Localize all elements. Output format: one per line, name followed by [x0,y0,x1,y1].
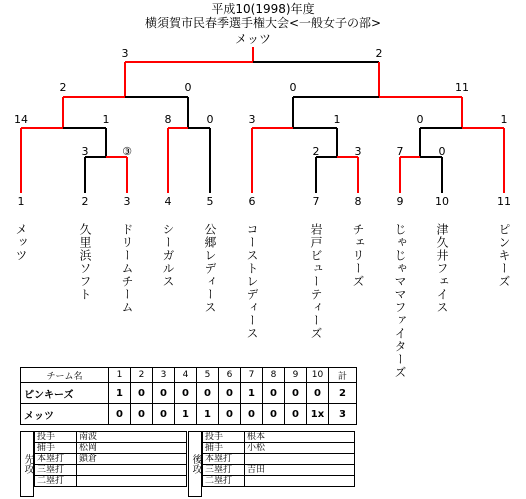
lineup-player: 松岡 [77,443,187,454]
score-r1a-left: 3 [81,145,89,158]
score-qf2-left: 8 [164,113,172,126]
score-r1c-right: 0 [438,145,446,158]
inning-cell: 0 [219,383,241,404]
inning-cell: 0 [307,383,329,404]
lineup-role: 三塁打 [203,465,245,476]
score-final-right: 2 [375,47,383,60]
first-batting-label: 先攻 [20,431,34,497]
score-sf-b-left: 0 [289,81,297,94]
lineup-player [77,465,187,476]
team-name: 津久井フェイス [435,223,449,314]
team-name: 久里浜ソフト [78,223,92,301]
score-qf1-left: 14 [14,113,28,126]
header-cell: チーム名 [21,368,109,383]
team-seed: 5 [206,195,214,208]
team-name: 公郷レディース [203,223,217,314]
score-qf1-right: 1 [102,113,110,126]
lineup-row [35,454,187,465]
lineup-role: 二塁打 [203,476,245,487]
header-cell: 3 [153,368,175,383]
champion-name: メッツ [234,32,272,46]
lineup-player: 南波 [77,432,187,443]
second-batting-label: 後攻 [188,431,202,497]
team-seed: 4 [164,195,172,208]
score-qf3-left: 3 [248,113,256,126]
header-cell: 6 [219,368,241,383]
inning-cell: 0 [131,404,153,425]
team-name: メッツ [14,223,28,262]
lineup-player [77,476,187,487]
team-cell: メッツ [21,404,109,425]
score-qf4-left: 0 [416,113,424,126]
lineup-player: 小松 [245,443,355,454]
score-sf-a-right: 0 [184,81,192,94]
header-cell: 4 [175,368,197,383]
score-qf2-right: 0 [206,113,214,126]
lineup-row [35,465,187,476]
table-row [21,404,357,425]
team-seed: 10 [435,195,449,208]
total-cell: 3 [329,404,357,425]
lineup-row [203,465,355,476]
header-cell: 1 [109,368,131,383]
inning-cell: 0 [197,383,219,404]
inning-cell: 0 [263,383,285,404]
team-name: じゃじゃママファイターズ [393,223,407,379]
inning-cell: 0 [131,383,153,404]
scoreboard-header [21,368,357,383]
header-cell: 8 [263,368,285,383]
lineup-player [245,476,355,487]
first-batting-lineup [34,431,187,487]
lineup-row [203,443,355,454]
score-qf3-right: 1 [333,113,341,126]
team-name: 岩戸ビューティーズ [309,223,323,340]
header-cell: 7 [241,368,263,383]
score-final-left: 3 [121,47,129,60]
table-row [21,383,357,404]
score-qf4-right: 1 [500,113,508,126]
lineup-player: 根本 [245,432,355,443]
inning-cell: 0 [153,404,175,425]
score-r1a-right: ③ [122,145,132,158]
lineup-role: 投手 [35,432,77,443]
inning-cell: 1 [241,383,263,404]
inning-cell: 1 [197,404,219,425]
header-cell: 9 [285,368,307,383]
lineup-role: 本塁打 [203,454,245,465]
score-r1c-left: 7 [396,145,404,158]
team-seed: 2 [81,195,89,208]
inning-cell: 0 [219,404,241,425]
header-cell: 10 [307,368,329,383]
team-seed: 6 [248,195,256,208]
team-seed: 7 [312,195,320,208]
lineup-role: 捕手 [35,443,77,454]
inning-cell: 1x [307,404,329,425]
inning-cell: 0 [285,383,307,404]
lineup-role: 本塁打 [35,454,77,465]
lineup-row [35,443,187,454]
team-seed: 11 [497,195,511,208]
team-seed: 8 [354,195,362,208]
inning-cell: 0 [153,383,175,404]
lineup-player [245,454,355,465]
scoreboard-table [20,367,357,425]
inning-cell: 0 [175,383,197,404]
lineup-row [35,476,187,487]
inning-cell: 0 [285,404,307,425]
lineup-role: 二塁打 [35,476,77,487]
team-name: コーストレディース [245,223,259,340]
score-r1b-right: 3 [354,145,362,158]
header-cell: 5 [197,368,219,383]
team-name: シーガルス [161,223,175,288]
lineup-row [35,432,187,443]
team-seed: 3 [123,195,131,208]
inning-cell: 1 [109,383,131,404]
page-title: 平成10(1998)年度 [211,2,315,16]
second-batting-lineup [202,431,355,487]
inning-cell: 1 [175,404,197,425]
header-cell: 計 [329,368,357,383]
team-seed: 1 [17,195,25,208]
lineup-role: 投手 [203,432,245,443]
lineup-row [203,454,355,465]
header-cell: 2 [131,368,153,383]
score-sf-a-left: 2 [59,81,67,94]
lineup-row [203,476,355,487]
score-sf-b-right: 11 [455,81,469,94]
team-seed: 9 [396,195,404,208]
lineup-role: 三塁打 [35,465,77,476]
lineup-role: 捕手 [203,443,245,454]
lineup-player: 吉田 [245,465,355,476]
team-cell: ピンキーズ [21,383,109,404]
total-cell: 2 [329,383,357,404]
team-name: チェリーズ [351,223,365,288]
inning-cell: 0 [263,404,285,425]
team-name: ドリームチーム [120,223,134,314]
inning-cell: 0 [109,404,131,425]
inning-cell: 0 [241,404,263,425]
tournament-subtitle: 横須賀市民春季選手権大会<一般女子の部> [144,16,382,30]
score-r1b-left: 2 [312,145,320,158]
team-name: ピンキーズ [497,223,511,288]
lineup-player: 鎖倉 [77,454,187,465]
lineup-row [203,432,355,443]
